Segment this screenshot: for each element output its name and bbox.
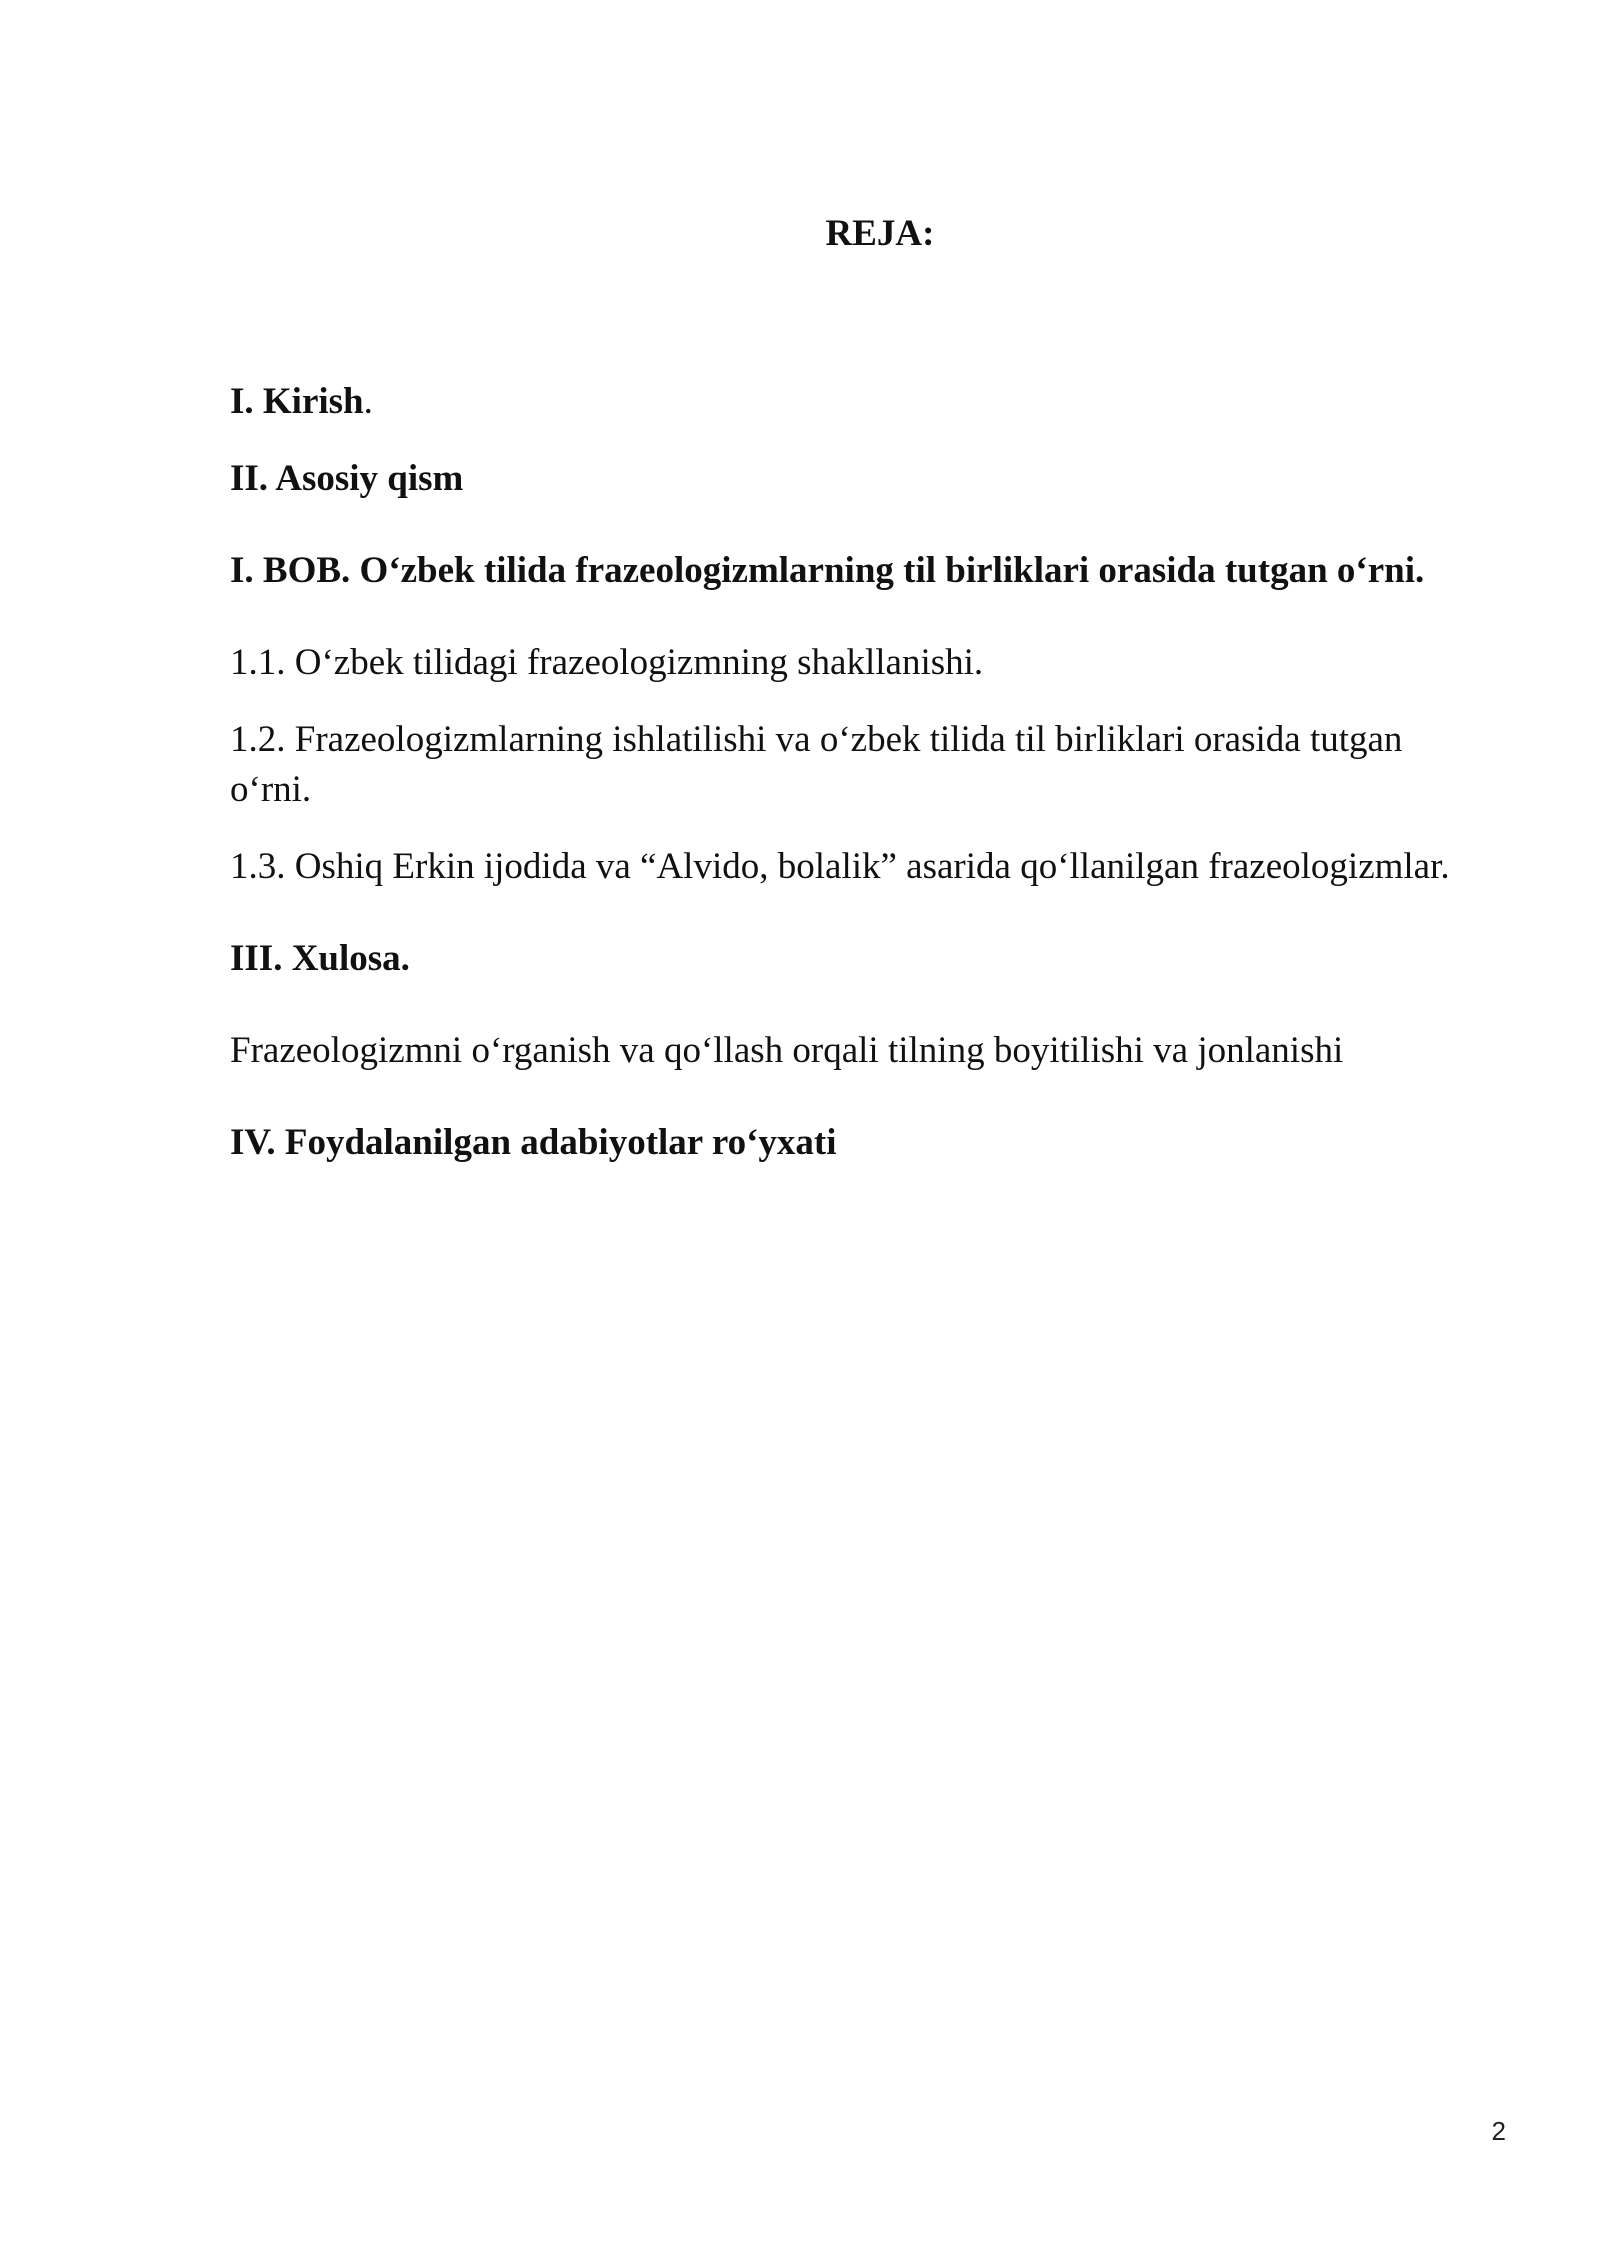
plan-item-main-part: II. Asosiy qism (230, 458, 464, 499)
plan-item-introduction-period: . (363, 381, 373, 422)
plan-item-conclusion-text: Frazeologizmni o‘rganish va qo‘llash orqali tilning boyitilishi va jonlanishi (230, 1030, 1344, 1071)
plan-item-introduction (230, 377, 1500, 427)
plan-item-bibliography: IV. Foydalanilgan adabiyotlar ro‘yxati (230, 1122, 837, 1163)
plan-item-introduction-text: I. Kirish (230, 381, 364, 422)
plan-item-chapter-1: I. BOB. O‘zbek tilida frazeologizmlarning til birliklari orasida tutgan o‘rni. (230, 550, 1425, 591)
plan-item-section-1-1: 1.1. O‘zbek tilidagi frazeologizmning shakllanishi. (230, 642, 984, 683)
plan-item-conclusion: III. Xulosa. (230, 938, 410, 979)
plan-item-section-1-2: 1.2. Frazeologizmlarning ishlatilishi va o‘zbek tilida til birliklari orasida tutgan o‘rni. (230, 719, 1403, 810)
plan-item-section-1-3: 1.3. Oshiq Erkin ijodida va “Alvido, bolalik” asarida qo‘llanilgan frazeologizmlar. (230, 846, 1450, 887)
page-title: REJA: (825, 213, 935, 254)
page-number: 2 (1491, 2116, 1506, 2146)
